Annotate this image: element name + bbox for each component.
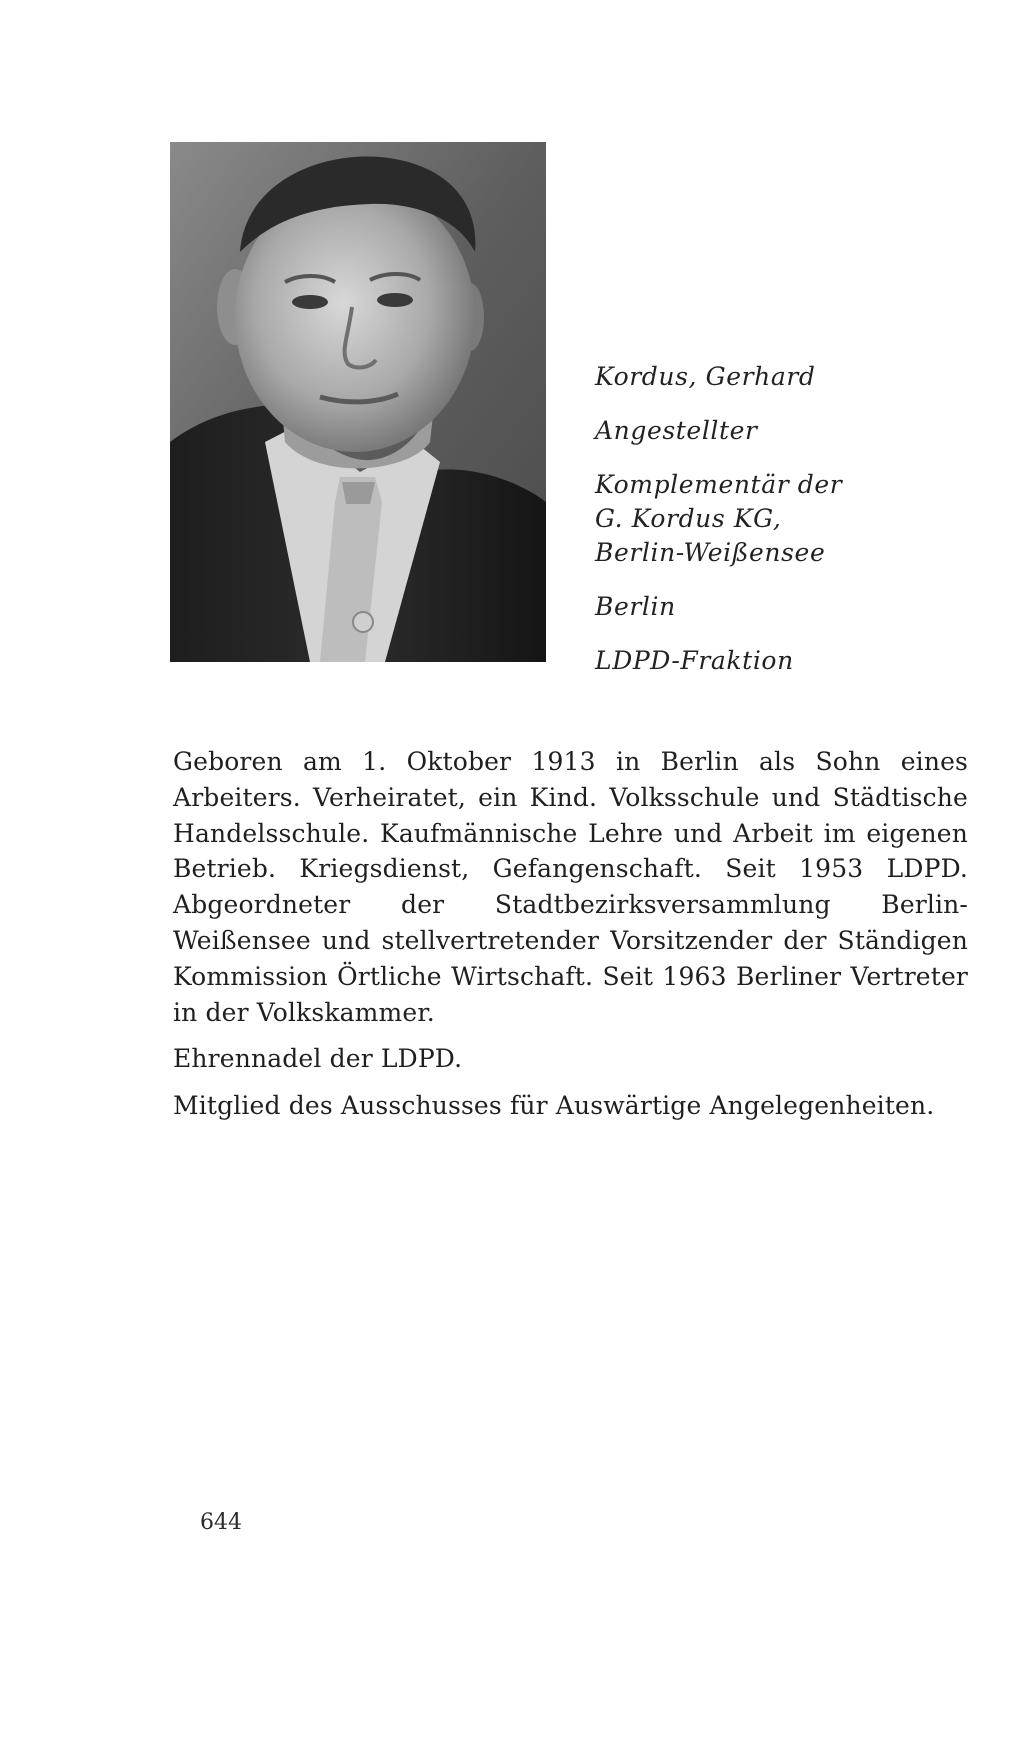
- page-number: 644: [200, 1510, 242, 1535]
- biography-text: [173, 744, 968, 1124]
- person-name: Kordus, Gerhard: [595, 362, 816, 391]
- position-line: Komplementär der: [595, 470, 843, 499]
- position-line: G. Kordus KG,: [595, 504, 782, 533]
- position-line: Berlin-Weißensee: [595, 538, 826, 567]
- caption-occupation-block: [595, 414, 955, 448]
- caption-name-block: [595, 360, 955, 394]
- caption-block: [595, 360, 955, 698]
- biography-paragraph-1: Geboren am 1. Oktober 1913 in Berlin als Sohn eines Arbeiters. Verheiratet, ein Kind. Volksschule und Städtische Handelsschule. Kaufmännische Lehre und Arbeit im eigenen Betrieb. Kriegsdienst, Gefangenschaft. Seit 1953 LDPD. Abgeordneter der Stadtbezirksversammlung Berlin-Weißensee und stellvertretender Vorsitzender der Ständigen Kommission Örtliche Wirtschaft. Seit 1963 Berliner Vertreter in der Volkskammer.: [173, 747, 968, 1027]
- portrait-photo: [170, 142, 546, 662]
- person-constituency: Berlin: [595, 592, 676, 621]
- caption-faction-block: [595, 644, 955, 678]
- biography-paragraph-2: Ehrennadel der LDPD.: [173, 1044, 463, 1074]
- caption-position-block: [595, 468, 955, 570]
- person-occupation: Angestellter: [595, 416, 758, 445]
- caption-constituency-block: [595, 590, 955, 624]
- portrait-image: [170, 142, 546, 662]
- person-faction: LDPD-Fraktion: [595, 646, 794, 675]
- biography-paragraph-3: Mitglied des Ausschusses für Auswärtige Angelegenheiten.: [173, 1091, 935, 1121]
